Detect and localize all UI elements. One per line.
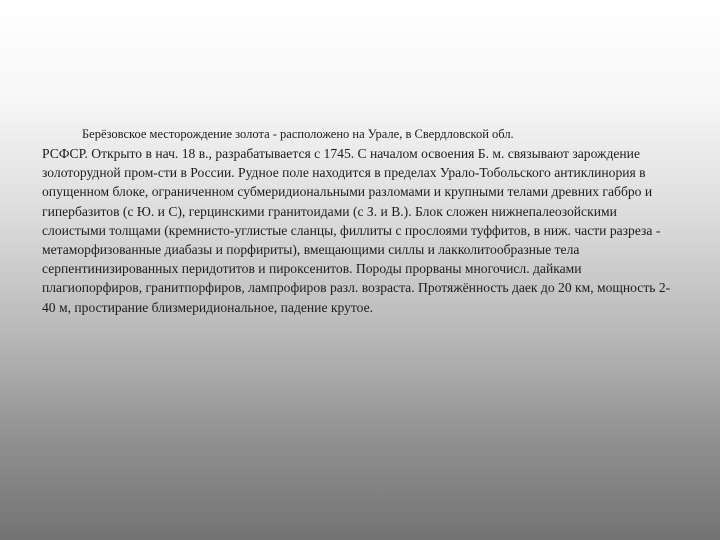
body-paragraph: РСФСР. Открыто в нач. 18 в., разрабатывается с 1745. С началом освоения Б. м. связывают зарождение золоторудной пром-сти в России. Рудное поле находится в пределах Урало-Тобольского антиклинория в опущенном блоке, ограниченном субмеридиональными разломами и крупными телами древних габбро и гипербазитов (с Ю. и С), герцинскими гранитоидами (с З. и В.). Блок сложен нижнепалеозойскими слоистыми толщами (кремнисто-углистые сланцы, филлиты с прослоями туффитов, в ниж. части разреза - метаморфизованные диабазы и порфириты), вмещающими силлы и лакколитообразные тела серпентинизированных перидотитов и пироксенитов. Породы прорваны многочисл. дайками плагиопорфиров, гранитпорфиров, лампрофиров разл. возраста. Протяжённость даек до 20 км, мощность 2-40 м, простирание близмеридиональное, падение крутое. (42, 146, 671, 315)
slide-text-block (42, 126, 682, 317)
lead-line: Берёзовское месторождение золота - расположено на Урале, в Свердловской обл. (82, 127, 514, 141)
